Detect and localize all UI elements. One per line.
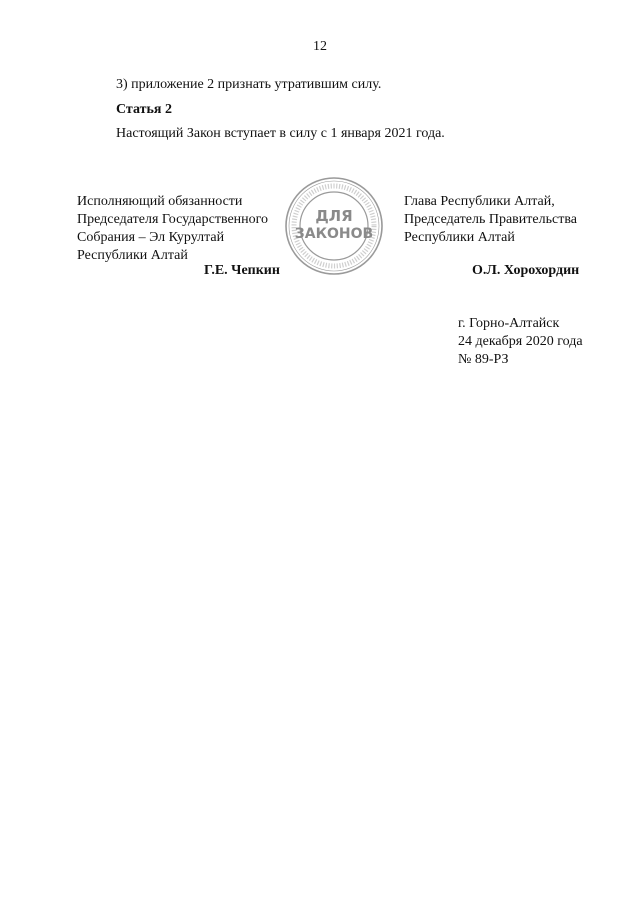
left-signatory-line: Республики Алтай [77,248,188,263]
right-signatory-line: Глава Республики Алтай, [404,194,555,209]
left-signatory-name: Г.Е. Чепкин [204,263,280,278]
right-signatory-line: Республики Алтай [404,230,515,245]
list-item-3: 3) приложение 2 признать утратившим силу. [116,77,382,92]
left-signatory-title [77,193,268,265]
left-signatory-line: Собрания – Эл Курултай [77,230,225,245]
right-signatory-line: Председатель Правительства [404,212,577,227]
right-signatory-title [404,193,577,247]
article-heading: Статья 2 [116,102,172,117]
stamp-text-bottom: ЗАКОНОВ [294,226,374,242]
article-text: Настоящий Закон вступает в силу с 1 января 2021 года. [116,126,445,141]
city: г. Горно-Алтайск [458,316,560,331]
page-number: 12 [313,39,327,54]
place-date-block [458,315,583,369]
official-stamp [284,166,384,284]
date: 24 декабря 2020 года [458,334,583,349]
stamp-text-top: ДЛЯ [315,207,353,225]
right-signatory-name: О.Л. Хорохордин [472,263,580,278]
left-signatory-line: Председателя Государственного [77,212,269,227]
left-signatory-line: Исполняющий обязанности [77,194,243,209]
law-number: № 89-РЗ [458,352,509,367]
